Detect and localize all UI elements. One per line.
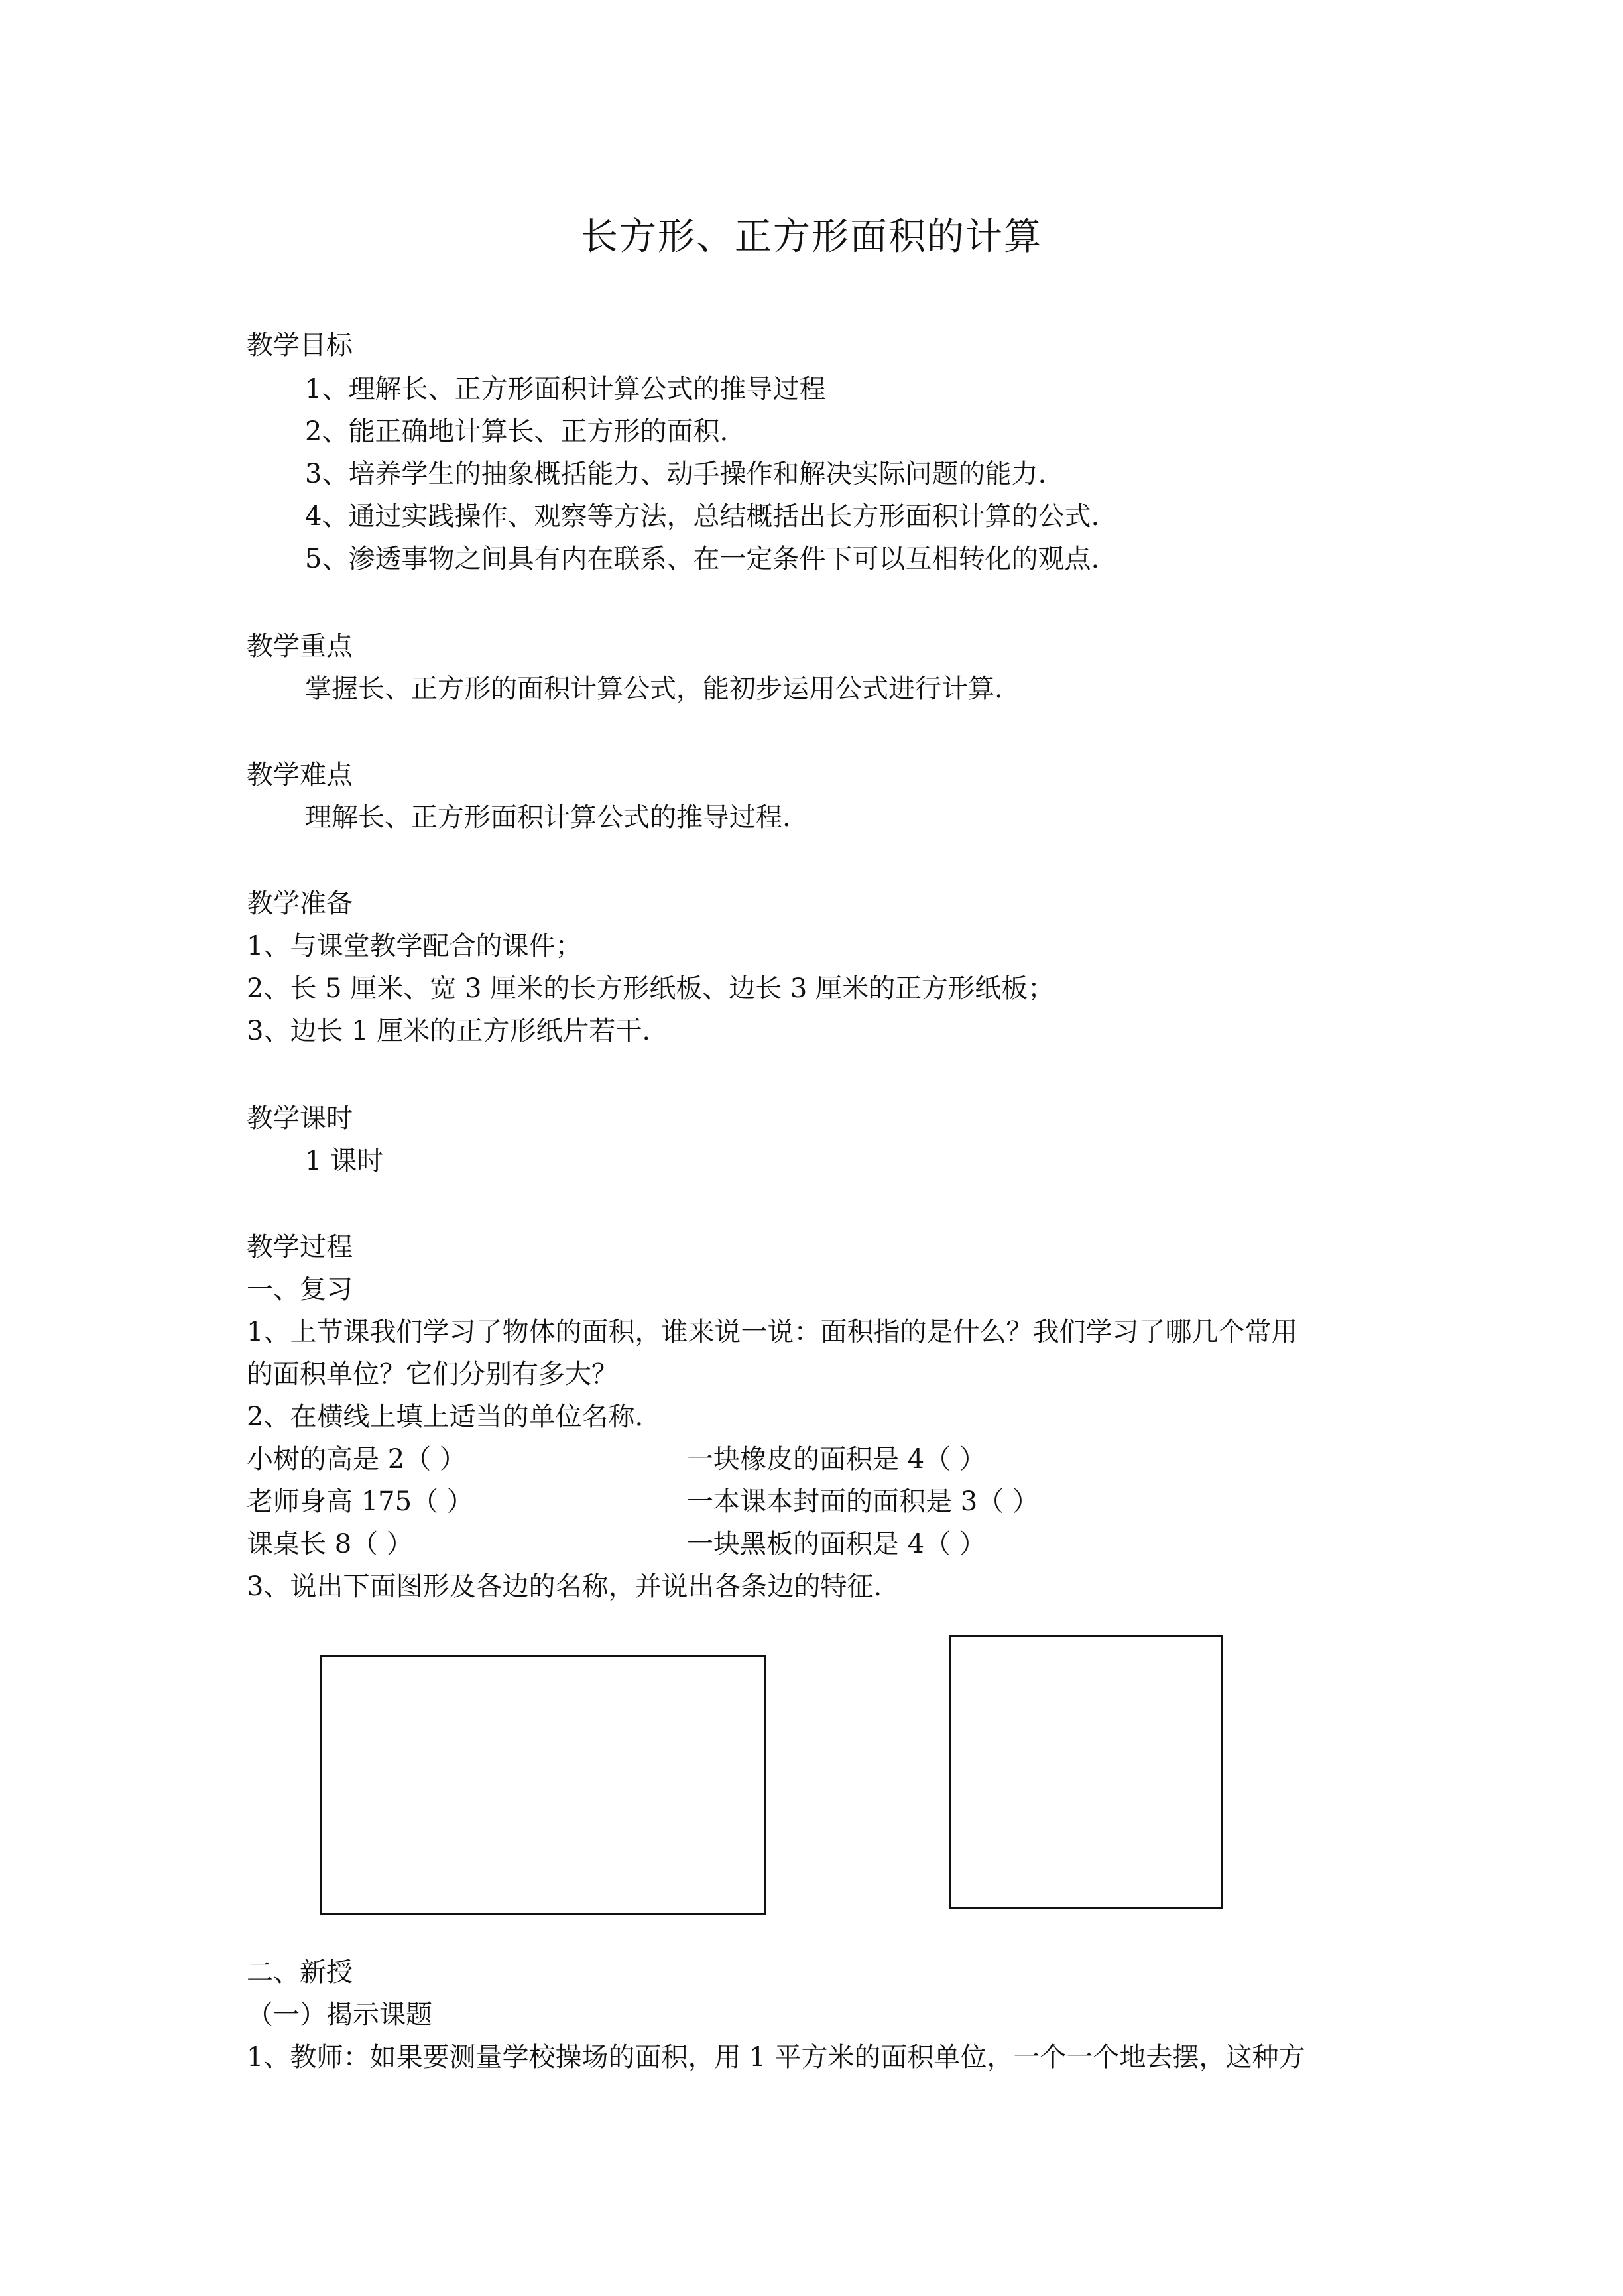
preparation-item: 3、边长 1 厘米的正方形纸片若干. xyxy=(247,1016,651,1046)
fill-item: 课桌长 8（ ） xyxy=(247,1529,413,1559)
objective-item: 3、培养学生的抽象概括能力、动手操作和解决实际问题的能力. xyxy=(305,459,1047,489)
square-figure xyxy=(949,1635,1223,1909)
subsection-topic: （一）揭示课题 xyxy=(247,2000,432,2030)
objective-item: 1、理解长、正方形面积计算公式的推导过程 xyxy=(305,374,826,404)
preparation-heading: 教学准备 xyxy=(247,888,353,919)
objective-item: 5、渗透事物之间具有内在联系、在一定条件下可以互相转化的观点. xyxy=(305,544,1100,574)
process-heading: 教学过程 xyxy=(247,1232,353,1262)
difficulty-heading: 教学难点 xyxy=(247,760,353,790)
fill-item: 一块橡皮的面积是 4（ ） xyxy=(687,1444,986,1475)
section-review: 一、复习 xyxy=(247,1274,353,1305)
fill-item: 一本课本封面的面积是 3（ ） xyxy=(687,1486,1039,1517)
review-question-1: 1、上节课我们学习了物体的面积，谁来说一说：面积指的是什么？我们学习了哪几个常用 xyxy=(247,1317,1298,1347)
difficulty-text: 理解长、正方形面积计算公式的推导过程. xyxy=(305,802,791,833)
fill-item: 老师身高 175（ ） xyxy=(247,1486,473,1517)
rectangle-figure xyxy=(320,1655,766,1915)
key-point-text: 掌握长、正方形的面积计算公式，能初步运用公式进行计算. xyxy=(305,674,1003,704)
key-point-heading: 教学重点 xyxy=(247,631,353,662)
teacher-prompt: 1、教师：如果要测量学校操场的面积，用 1 平方米的面积单位，一个一个地去摆，这种方 xyxy=(247,2042,1305,2073)
review-question-1-cont: 的面积单位？它们分别有多大？ xyxy=(247,1359,618,1390)
duration-text: 1 课时 xyxy=(305,1146,384,1176)
preparation-item: 1、与课堂教学配合的课件； xyxy=(247,931,582,961)
duration-heading: 教学课时 xyxy=(247,1103,353,1134)
review-question-2: 2、在横线上填上适当的单位名称. xyxy=(247,1402,644,1432)
preparation-item: 2、长 5 厘米、宽 3 厘米的长方形纸板、边长 3 厘米的正方形纸板； xyxy=(247,973,1055,1004)
objectives-heading: 教学目标 xyxy=(247,330,353,361)
objective-item: 4、通过实践操作、观察等方法，总结概括出长方形面积计算的公式. xyxy=(305,501,1100,532)
fill-item: 一块黑板的面积是 4（ ） xyxy=(687,1529,986,1559)
objective-item: 2、能正确地计算长、正方形的面积. xyxy=(305,416,729,447)
review-question-3: 3、说出下面图形及各边的名称，并说出各条边的特征. xyxy=(247,1571,882,1602)
page-title: 长方形、正方形面积的计算 xyxy=(581,215,1042,259)
fill-item: 小树的高是 2（ ） xyxy=(247,1444,466,1475)
section-new-lesson: 二、新授 xyxy=(247,1957,353,1988)
